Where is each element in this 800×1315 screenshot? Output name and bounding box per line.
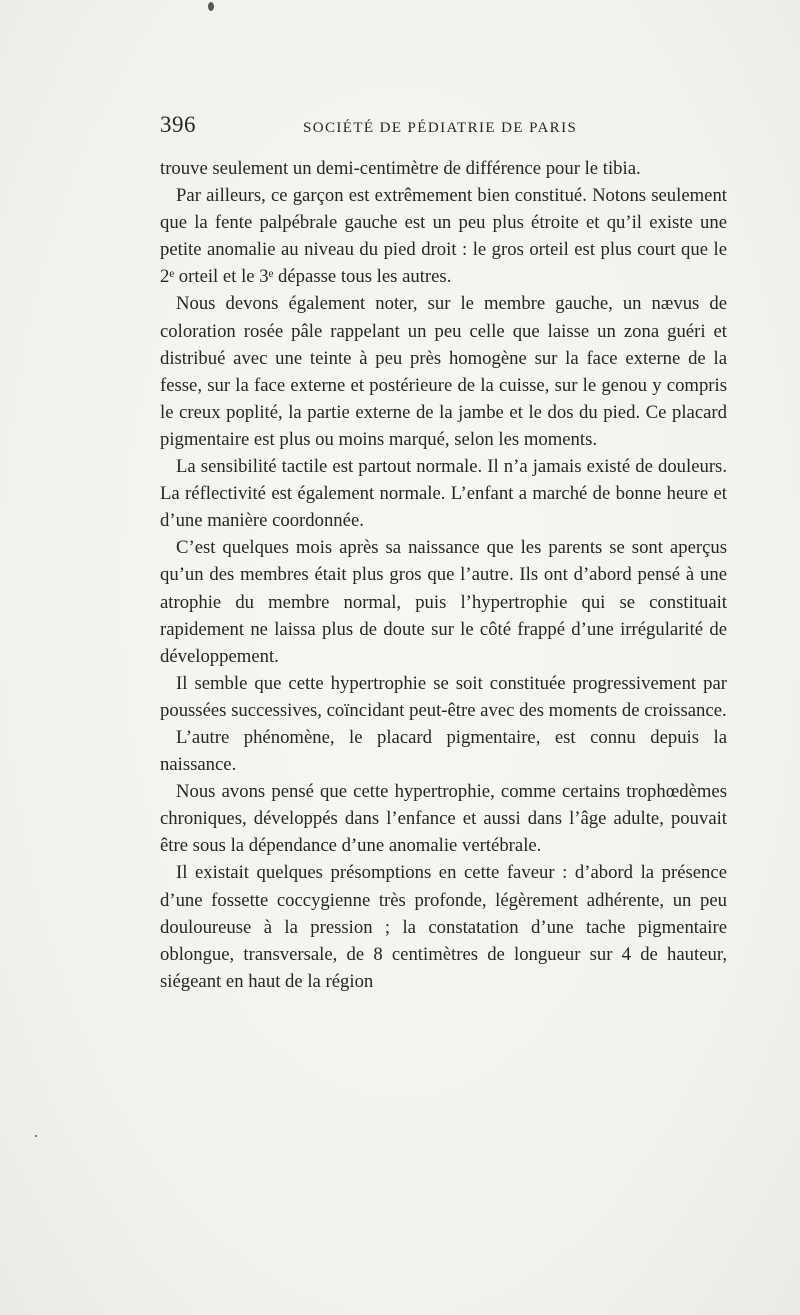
paragraph: C’est quelques mois après sa naissance que les parents se sont aperçus qu’un des membres était plus gros que l’autre. Ils ont d’abord pensé à une atrophie du membre normal, puis l’hypertrophie qui se constituait rapidement ne laissa plus de doute sur le côté frappé d’une irrégularité de développement. [160,537,727,667]
paragraph: Nous devons également noter, sur le membre gauche, un nævus de coloration rosée pâle rappelant un peu celle que laisse un zona guéri et distribué avec une teinte à peu près homogène sur la face externe de la fesse, sur la face externe et postérieure de la cuisse, sur le genou y compris le creux poplité, la partie externe de la jambe et le dos du pied. Ce placard pigmentaire est plus ou moins marqué, selon les moments. [160,293,727,450]
paragraph: Nous avons pensé que cette hypertrophie, comme certains trophœdèmes chroniques, développés dans l’enfance et aussi dans l’âge adulte, pouvait être sous la dépendance d’une anomalie vertébrale. [160,781,727,857]
paragraph: La sensibilité tactile est partout normale. Il n’a jamais existé de douleurs. La réflectivité est également normale. L’enfant a marché de bonne heure et d’une manière coordonnée. [160,456,727,532]
paragraph-continued: trouve seulement un demi-centimètre de différence pour le tibia. [160,158,641,179]
page-header [160,112,720,142]
paragraph: L’autre phénomène, le placard pigmentaire, est connu depuis la naissance. [160,726,727,776]
print-speck [208,2,214,11]
running-head: SOCIÉTÉ DE PÉDIATRIE DE PARIS [303,120,578,136]
paragraph: Par ailleurs, ce garçon est extrêmement bien constitué. Notons seulement que la fente palpébrale gauche est un peu plus étroite et qu’il existe une petite anomalie au niveau du pied droit : le gros orteil est plus court que le 2ᵉ orteil et le 3ᵉ dépasse tous les autres. [160,185,727,288]
body-text [160,155,727,995]
print-speck [35,1135,37,1137]
paragraph: Il semble que cette hypertrophie se soit constituée progressivement par poussées successives, coïncidant peut-être avec des moments de croissance. [160,672,727,721]
paragraph: Il existait quelques présomptions en cette faveur : d’abord la présence d’une fossette coccygienne très profonde, légèrement adhérente, un peu douloureuse à la pression ; la constatation d’une tache pigmentaire oblongue, transversale, de 8 centimètres de longueur sur 4 de hauteur, siégeant en haut de la région [160,862,727,992]
page-number: 396 [160,112,196,137]
